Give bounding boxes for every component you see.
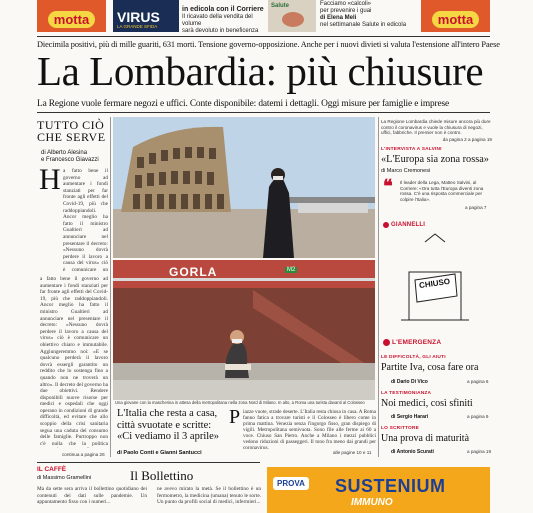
salute-ad-text [320, 1, 415, 33]
metro-image [113, 260, 375, 400]
headline-rule [37, 112, 490, 113]
emergency-marker-icon [383, 339, 390, 346]
e3-label: LO SCRITTORE [381, 426, 420, 431]
editorial-byline-1: di Alberto Alesina [41, 150, 88, 156]
feature-jump[interactable]: alle pagine 10 e 11 [333, 450, 372, 455]
e2-byline: di Sergio Harari [391, 414, 429, 420]
e3-title[interactable]: Una prova di maturità [381, 433, 470, 444]
salute-line-2: per prevenire i guai [320, 8, 372, 14]
caffe-col-2: ne avevo mirato la metà. Se il bollettino è un fermometro, la medicina (umana) tenuto le sorte. Un punto da profili social di medici, infermieri... [157, 486, 261, 506]
metro-sign: GORLA [169, 265, 218, 279]
interview-label: L'INTERVISTA A SALVINI [381, 147, 442, 152]
editorial-body: a fatto bene il governo ad aumentare i fondi stanziati per far fronte agli effetti del Covid-19, più che raddoppiandoli. Ancor meglio ha fatto il ministro Gualtieri ad annunciare nel presentare il decreto: «Nessuno dovrà perdere il lavoro a causa del virus» ciò è comunicare un [63, 168, 108, 273]
motta-logo: motta [48, 11, 95, 28]
book-ad-line-1: in edicola con il Corriere [182, 6, 264, 13]
bottom-rule [37, 462, 260, 463]
editorial-continue[interactable]: continua a pagina 26 [62, 452, 105, 457]
book-ad-text [182, 1, 264, 33]
e3-byline: di Antonio Scurati [391, 449, 434, 455]
editorial-title[interactable]: TUTTO CIÒ CHE SERVE [37, 118, 106, 144]
e1-label: LE DIFFICOLTÀ, GLI AIUTI [381, 355, 446, 360]
caffe-label: IL CAFFÈ [37, 466, 67, 473]
giannelli-cartoon[interactable] [395, 232, 475, 327]
quote-icon: ❝ [383, 176, 393, 196]
editorial-body-cont: a fatto bene il governo ad aumentare i fondi stanziati per far fronte agli effetti del Covid-19, più che raddoppiandoli. Ancor meglio ha fatto il ministro Gualtieri ad annunciare nel presentare il decreto: «Nessuno dovrà perdere il lavoro a causa del virus» ciò è comunicare un obiettivo chiaro e immutabile. Aggiungeremmo noi: «E se qualcuno perderà il lavoro dovrà essergli garantito un reddito che lo sostenga fino a quando non ne troverà un altro». Il decreto del governo ha due obiettivi. Rendere disponibili nuove risorse per medici e ospedali che oggi operano in condizioni di grande difficoltà, ed evitare che allo scoppio della crisi sanitaria segua una caduta del consumo delle famiglie. Purtroppo non c'è nulla che la politica [40, 276, 108, 447]
e1-byline: di Dario Di Vico [391, 379, 428, 385]
editorial-dropcap: H [39, 163, 61, 196]
column-divider-left [110, 117, 111, 457]
book-ad-line-3: sarà devoluto in beneficenza [182, 28, 259, 34]
feature-body: iazze vuote, strade deserte. L'Italia resta chiusa in casa. A Roma fanno fatica a trovare turisti e il Colosseo è libero come in prima mattina. Venezia senza l'ingorgo fisso, gran dispiego di vigili. Metropolitana semivuota. Sono file alle ferme ai 60 a voce. Chiuso San Pietro. Anche a Milano i mezzi pubblici vedono riduzioni di passeggeri. Il tono fra meno dai grandi per coronavirus. [243, 409, 376, 449]
virus-book-ad[interactable] [113, 0, 179, 32]
giannelli-marker-icon [383, 222, 389, 228]
book-ad-line-2: Il ricavato della vendita del volume [182, 14, 253, 27]
virus-title: VIRUS [117, 9, 160, 25]
e1-title[interactable]: Partite Iva, cosa fare ora [381, 362, 479, 373]
feature-dropcap: P [229, 406, 241, 428]
editorial-byline-2: e Francesco Giavazzi [41, 157, 99, 163]
caffe-byline: di Massimo Gramellini [37, 475, 92, 481]
column-divider-right [378, 117, 379, 457]
kidney-image [282, 12, 304, 27]
salute-tag: Salute [271, 3, 290, 9]
e3-jump[interactable]: a pagina 19 [467, 449, 492, 454]
feature-byline: di Paolo Conti e Gianni Santucci [117, 450, 202, 456]
top-rule [37, 36, 490, 37]
caffe-col-1: Ma da sette sera arriva il bollettino quotidiano dei contenuti dei dati sulle pandemie. Un appuntamento fisso con i numeri... [37, 486, 147, 506]
e1-jump[interactable]: a pagina 6 [467, 379, 489, 384]
virus-subtitle: LA GRANDE SFIDA [117, 24, 158, 29]
e2-title[interactable]: Noi medici, così sfiniti [381, 398, 473, 409]
colosseum-photo[interactable] [113, 117, 375, 258]
interview-jump[interactable]: a pagina 7 [465, 205, 487, 210]
cartoon-sign: CHIUSO [418, 276, 451, 291]
lombardia-jump[interactable]: da pagina 2 a pagina 19 [442, 137, 492, 142]
ad-prova-badge: PROVA [273, 477, 309, 490]
main-headline[interactable]: La Lombardia: più chiusure [37, 48, 484, 94]
interview-body: Il leader della Lega, Matteo Salvini, al Corriere: «Ora tutta l'Europa diventi zona rossa. C'è una risposta commerciale per colpire l'Italia». [400, 180, 484, 202]
sustenium-ad[interactable] [267, 467, 490, 513]
feature-headline[interactable]: L'Italia che resta a casa, città svuotate e scritte: «Ci vediamo il 3 aprile» [117, 408, 220, 442]
salute-line-1: Facciamo «calcoli» [320, 1, 372, 7]
interview-byline: di Marco Cremonesi [381, 168, 431, 174]
salute-line-4: nel settimanale Salute in edicola [320, 22, 407, 28]
motta-ad-right[interactable] [421, 0, 490, 32]
subheadline: La Regione vuole fermare negozi e uffici. Conte disponibile: datemi i dettagli. Oggi misure per famiglie e imprese [37, 99, 450, 109]
photo-caption: Una giovane con la mascherina in attesa della metropolitana nella zona Nord di Milano. In alto, a Roma una turista davanti al Colosseo [115, 400, 365, 405]
emergency-label: L'EMERGENZA [392, 339, 442, 346]
motta-logo-right: motta [432, 11, 479, 28]
colosseum-image [113, 117, 375, 258]
ad-sub: IMMUNO [351, 497, 393, 508]
motta-ad-left[interactable] [37, 0, 106, 32]
salute-ad-image[interactable] [268, 0, 316, 32]
lombardia-brief: La Regione Lombardia chiede misure ancora più dure contro il coronavirus e vuole la chiusura di negozi, uffici, fabbriche. Il premier non è contro. [381, 119, 491, 136]
interview-title[interactable]: «L'Europa sia zona rossa» [381, 154, 489, 165]
ad-brand: SUSTENIUM [335, 476, 446, 496]
bollettino-title[interactable]: Il Bollettino [130, 468, 194, 483]
giannelli-label: GIANNELLI [391, 222, 426, 228]
salute-line-3: di Elena Meli [320, 15, 357, 21]
e2-jump[interactable]: a pagina 9 [467, 414, 489, 419]
metro-photo[interactable] [113, 260, 375, 400]
metro-line-tag: M2 [287, 267, 296, 273]
e2-label: LA TESTIMONIANZA [381, 391, 432, 396]
kicker: Diecimila positivi, più di mille guariti, 631 morti. Tensione governo-opposizione. Anche per i nuovi divieti si valuta l'estensione all'intero Paese [37, 40, 500, 49]
